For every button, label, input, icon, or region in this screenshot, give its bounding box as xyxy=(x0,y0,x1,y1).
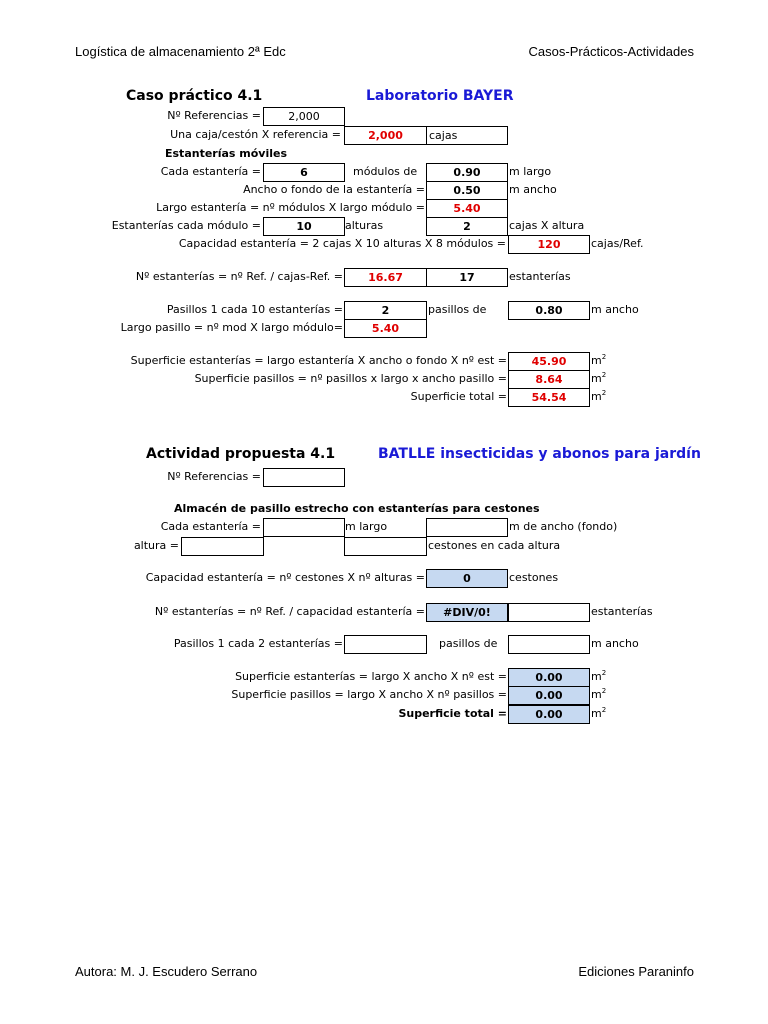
caso-largo-pasillo-cell[interactable]: 5.40 xyxy=(344,319,427,338)
caso-nest-unit: estanterías xyxy=(509,270,571,283)
caso-ref-cell[interactable]: 2,000 xyxy=(263,107,345,126)
caso-pasillos-cell[interactable]: 2 xyxy=(344,301,427,320)
caso-ref-label: Nº Referencias = xyxy=(167,109,261,122)
caso-sup-est-label: Superficie estanterías = largo estantería X ancho o fondo X nº est = xyxy=(130,354,507,367)
actividad-pasillos-cell[interactable] xyxy=(344,635,427,654)
actividad-nest-cell-2[interactable] xyxy=(508,603,590,622)
actividad-sup-pas-cell[interactable]: 0.00 xyxy=(508,686,590,705)
actividad-company: BATLLE insecticidas y abonos para jardín xyxy=(378,446,701,462)
caso-alturas-label: Estanterías cada módulo = xyxy=(111,219,261,232)
caso-sup-est-cell[interactable]: 45.90 xyxy=(508,352,590,371)
caso-capacidad-label: Capacidad estantería = 2 cajas X 10 alturas X 8 módulos = xyxy=(178,237,506,250)
actividad-pasillos-mid: pasillos de xyxy=(439,637,498,650)
actividad-sup-est-unit: $m^2$ xyxy=(591,669,607,683)
caso-nest-label: Nº estanterías = nº Ref. / cajas-Ref. = xyxy=(135,270,343,283)
caso-nest-cell-1[interactable]: 16.67 xyxy=(344,268,427,287)
caso-ancho-cell[interactable]: 0.50 xyxy=(426,181,508,200)
actividad-ancho-unit: m de ancho (fondo) xyxy=(509,520,618,533)
caso-capacidad-unit: cajas/Ref. xyxy=(591,237,644,250)
actividad-cestones-cell[interactable] xyxy=(344,537,427,556)
caso-company: Laboratorio BAYER xyxy=(366,88,514,104)
caso-sup-tot-label: Superficie total = xyxy=(410,390,507,403)
actividad-largo-unit: m largo xyxy=(345,520,388,533)
caso-cada-label: Cada estantería = xyxy=(160,165,261,178)
actividad-altura-cell[interactable] xyxy=(181,537,264,556)
caso-caja-label: Una caja/cestón X referencia = xyxy=(170,128,341,141)
caso-pasillos-ancho-cell[interactable]: 0.80 xyxy=(508,301,590,320)
caso-alturas-cell[interactable]: 10 xyxy=(263,217,345,236)
caso-ancho-label: Ancho o fondo de la estantería = xyxy=(243,183,425,196)
caso-largo-pasillo-label: Largo pasillo = nº mod X largo módulo= xyxy=(120,321,343,334)
actividad-sup-tot-unit: $m^2$ xyxy=(591,706,607,720)
caso-caja-cell[interactable]: 2,000 xyxy=(344,126,427,145)
actividad-nest-unit: estanterías xyxy=(591,605,653,618)
caso-largo-cell[interactable]: 5.40 xyxy=(426,199,508,218)
actividad-altura-label: altura = xyxy=(133,539,179,552)
caso-pasillos-label: Pasillos 1 cada 10 estanterías = xyxy=(166,303,343,316)
caso-sup-est-unit: $m^2$ xyxy=(591,353,607,367)
caso-nest-cell-2[interactable]: 17 xyxy=(426,268,508,287)
header-right: Casos-Prácticos-Actividades xyxy=(528,44,694,59)
actividad-title: Actividad propuesta 4.1 xyxy=(146,446,336,462)
caso-modulos-cell[interactable]: 0.90 xyxy=(426,163,508,182)
caso-pasillos-mid: pasillos de xyxy=(428,303,487,316)
caso-sup-pas-cell[interactable]: 8.64 xyxy=(508,370,590,389)
actividad-sup-pas-unit: $m^2$ xyxy=(591,687,607,701)
caso-sup-tot-cell[interactable]: 54.54 xyxy=(508,388,590,407)
actividad-cestones-unit: cestones en cada altura xyxy=(428,539,561,552)
footer-right: Ediciones Paraninfo xyxy=(578,964,694,979)
caso-section: Estanterías móviles xyxy=(165,147,288,160)
caso-caja-unit: cajas xyxy=(426,126,508,145)
caso-cada-cell[interactable]: 6 xyxy=(263,163,345,182)
actividad-largo-cell[interactable] xyxy=(263,518,345,537)
caso-pasillos-unit: m ancho xyxy=(591,303,639,316)
caso-sup-pas-label: Superficie pasillos = nº pasillos x largo x ancho pasillo = xyxy=(194,372,507,385)
actividad-pasillos-unit: m ancho xyxy=(591,637,639,650)
actividad-pasillos-label: Pasillos 1 cada 2 estanterías = xyxy=(173,637,343,650)
actividad-sup-est-cell[interactable]: 0.00 xyxy=(508,668,590,687)
actividad-nest-label: Nº estanterías = nº Ref. / capacidad estantería = xyxy=(154,605,425,618)
caso-cajas-unit: cajas X altura xyxy=(509,219,585,232)
actividad-cada-label: Cada estantería = xyxy=(160,520,261,533)
actividad-capacidad-cell[interactable]: 0 xyxy=(426,569,508,588)
actividad-capacidad-label: Capacidad estantería = nº cestones X nº alturas = xyxy=(145,571,425,584)
footer-left: Autora: M. J. Escudero Serrano xyxy=(75,964,258,979)
actividad-sup-tot-label: Superficie total = xyxy=(398,707,507,720)
actividad-ancho-cell[interactable] xyxy=(426,518,508,537)
header-left: Logística de almacenamiento 2ª Edc xyxy=(75,44,286,59)
caso-alturas-unit: alturas xyxy=(345,219,384,232)
caso-cajas-cell[interactable]: 2 xyxy=(426,217,508,236)
caso-modulos-unit: m largo xyxy=(509,165,552,178)
caso-capacidad-cell[interactable]: 120 xyxy=(508,235,590,254)
caso-modulos-label: módulos de xyxy=(353,165,418,178)
actividad-section: Almacén de pasillo estrecho con estanterías para cestones xyxy=(174,502,540,515)
caso-ancho-unit: m ancho xyxy=(509,183,557,196)
actividad-ref-cell[interactable] xyxy=(263,468,345,487)
caso-sup-pas-unit: $m^2$ xyxy=(591,371,607,385)
caso-largo-label: Largo estantería = nº módulos X largo módulo = xyxy=(156,201,425,214)
actividad-capacidad-unit: cestones xyxy=(509,571,559,584)
actividad-sup-est-label: Superficie estanterías = largo X ancho X nº est = xyxy=(235,670,507,683)
actividad-pasillos-ancho-cell[interactable] xyxy=(508,635,590,654)
actividad-ref-label: Nº Referencias = xyxy=(167,470,261,483)
caso-title: Caso práctico 4.1 xyxy=(126,88,263,104)
actividad-sup-pas-label: Superficie pasillos = largo X ancho X nº pasillos = xyxy=(231,688,507,701)
actividad-sup-tot-cell[interactable]: 0.00 xyxy=(508,705,590,724)
caso-sup-tot-unit: $m^2$ xyxy=(591,389,607,403)
actividad-nest-cell[interactable]: #DIV/0! xyxy=(426,603,508,622)
